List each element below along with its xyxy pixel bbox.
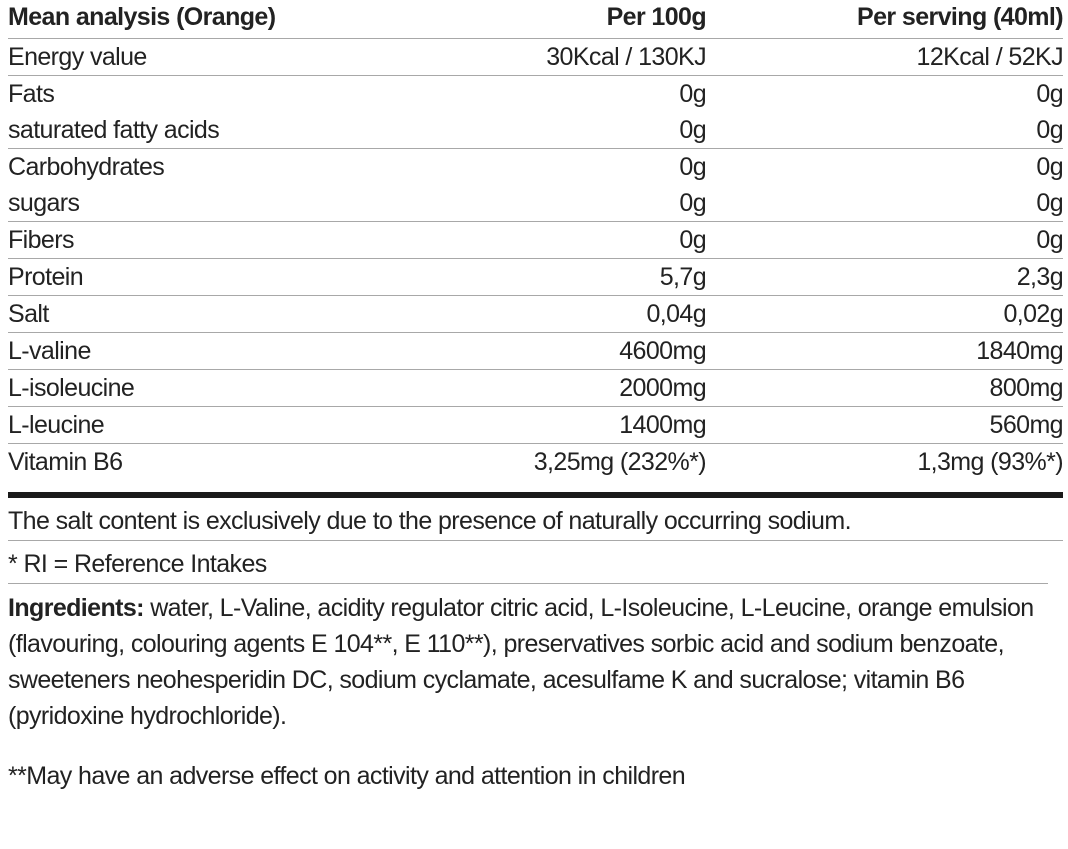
- value-per-serving: 0g: [706, 221, 1063, 258]
- table-row: [8, 148, 1063, 185]
- table-row: [8, 258, 1063, 295]
- ingredients-text: water, L-Valine, acidity regulator citric acid, L-Isoleucine, L-Leucine, orange emulsion (flavouring, colouring agents E 104**, E 110**), preservatives sorbic acid and sodium benzoate, sweeteners neohesperidin DC, sodium cyclamate, acesulfame K and sucralose; vitamin B6 (pyridoxine hydrochloride).: [8, 593, 1034, 730]
- value-per-100g: 4600mg: [388, 332, 706, 369]
- table-row: [8, 406, 1063, 443]
- nutrient-name: Vitamin B6: [8, 443, 388, 480]
- header-per-serving: Per serving (40ml): [857, 3, 1063, 31]
- value-per-100g: 0,04g: [388, 295, 706, 332]
- footnote: **May have an adverse effect on activity and attention in children: [8, 761, 686, 790]
- header-per-100g: Per 100g: [606, 3, 706, 31]
- table-row: [8, 185, 1063, 222]
- nutrient-name: L-valine: [8, 332, 388, 369]
- value-per-100g: 30Kcal / 130KJ: [388, 38, 706, 75]
- nutrient-name: L-isoleucine: [8, 369, 388, 406]
- ingredients-paragraph: [8, 583, 1048, 734]
- nutrient-name: Fats: [8, 75, 388, 112]
- nutrition-table-body: [8, 38, 1063, 480]
- nutrition-panel: [8, 0, 1063, 794]
- table-row: [8, 332, 1063, 369]
- nutrient-name: sugars: [8, 188, 80, 217]
- table-header-row: [8, 0, 1063, 38]
- value-per-serving: 2,3g: [706, 258, 1063, 295]
- ingredients-label: Ingredients:: [8, 593, 144, 622]
- nutrient-name: saturated fatty acids: [8, 115, 220, 144]
- value-per-serving: 1,3mg (93%*): [706, 443, 1063, 480]
- nutrient-name: Salt: [8, 295, 388, 332]
- value-per-serving: 0g: [706, 75, 1063, 112]
- value-per-serving: 12Kcal / 52KJ: [706, 38, 1063, 75]
- value-per-100g: 1400mg: [388, 406, 706, 443]
- value-per-100g: 0g: [388, 148, 706, 185]
- ri-note: * RI = Reference Intakes: [8, 540, 1063, 583]
- value-per-100g: 0g: [388, 75, 706, 112]
- salt-note: The salt content is exclusively due to the presence of naturally occurring sodium.: [8, 506, 851, 535]
- table-row: [8, 112, 1063, 149]
- header-name: Mean analysis (Orange): [8, 3, 276, 31]
- table-row: [8, 369, 1063, 406]
- value-per-100g: 0g: [388, 221, 706, 258]
- table-row: [8, 443, 1063, 480]
- nutrient-name: Fibers: [8, 221, 388, 258]
- value-per-serving: 0g: [706, 148, 1063, 185]
- nutrition-table: [8, 0, 1063, 480]
- value-per-serving: 0g: [1036, 115, 1063, 144]
- nutrient-name: Protein: [8, 258, 388, 295]
- value-per-100g: 0g: [679, 188, 706, 217]
- value-per-serving: 0g: [1036, 188, 1063, 217]
- value-per-100g: 0g: [679, 115, 706, 144]
- value-per-serving: 1840mg: [706, 332, 1063, 369]
- table-row: [8, 38, 1063, 75]
- value-per-100g: 5,7g: [388, 258, 706, 295]
- value-per-100g: 3,25mg (232%*): [388, 443, 706, 480]
- value-per-serving: 560mg: [706, 406, 1063, 443]
- nutrient-name: Energy value: [8, 38, 388, 75]
- nutrient-name: L-leucine: [8, 406, 388, 443]
- nutrient-name: Carbohydrates: [8, 148, 388, 185]
- table-row: [8, 75, 1063, 112]
- table-row: [8, 295, 1063, 332]
- value-per-100g: 2000mg: [388, 369, 706, 406]
- table-row: [8, 221, 1063, 258]
- value-per-serving: 0,02g: [706, 295, 1063, 332]
- value-per-serving: 800mg: [706, 369, 1063, 406]
